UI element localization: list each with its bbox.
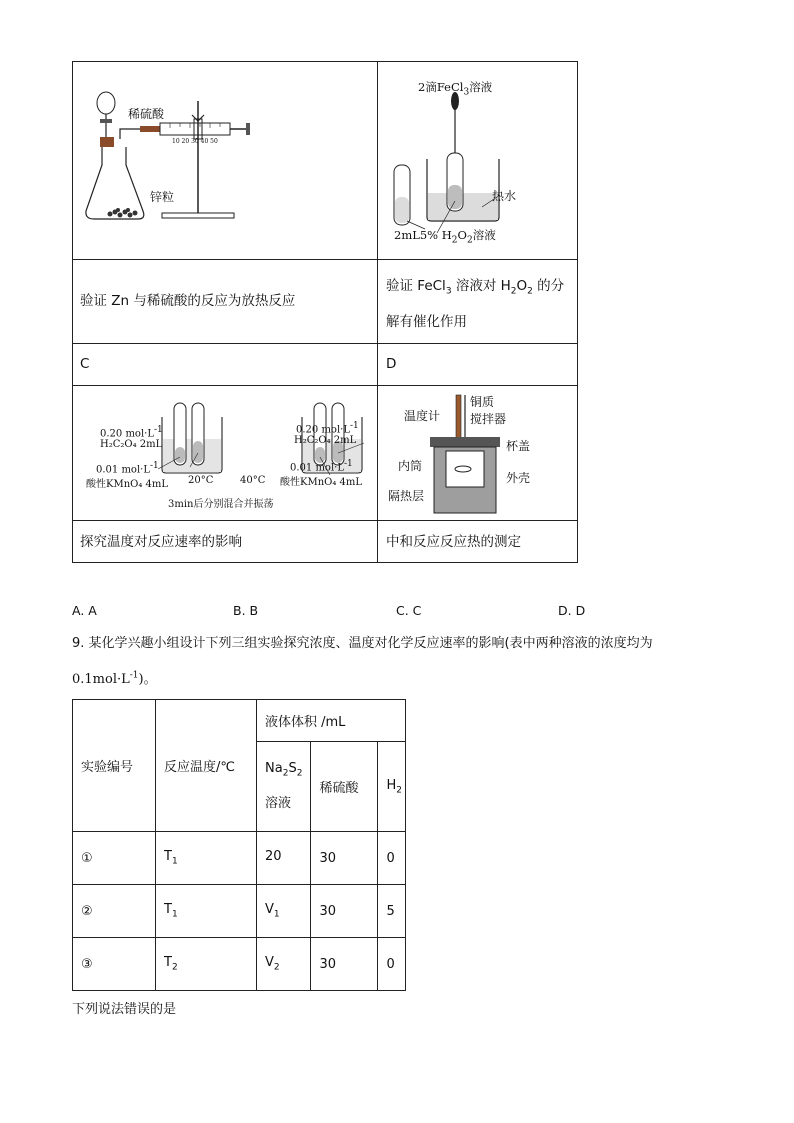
option-a[interactable]: A. A	[72, 603, 97, 618]
cell-na: $V_2$	[257, 938, 311, 991]
experiment-grid	[72, 61, 578, 563]
d-insulation: 隔热层	[388, 489, 425, 503]
cell-acid: 30	[311, 938, 378, 991]
c-left-h2c2o4: H₂C₂O₄ 2mL	[100, 439, 163, 450]
option-b[interactable]: B. B	[233, 603, 259, 618]
cell-na: 20	[257, 832, 311, 885]
header-exp-id: 实验编号	[73, 700, 156, 832]
header-na2s2o3: $Na_2S_2$ 溶液	[257, 742, 311, 832]
cell-temp: $T_1$	[156, 832, 257, 885]
caption-c: 探究温度对反应速率的影响	[80, 534, 242, 550]
label-c: C	[80, 356, 90, 372]
figure-a-hydrogen-apparatus	[80, 81, 280, 246]
cell-acid: 30	[311, 832, 378, 885]
zinc-label: 锌粒	[150, 190, 175, 204]
question-9-conc: $0.1mol\cdot L^{-1}$)。	[72, 670, 157, 687]
c-right-conc2: 0.01 $mol\cdot L^{-1}$	[290, 459, 353, 474]
cell-water: 0	[378, 832, 406, 885]
cell-acid: 30	[311, 885, 378, 938]
table-row	[73, 938, 406, 991]
c-right-kmno4: 酸性KMnO₄ 4mL	[280, 477, 363, 488]
table-row	[73, 832, 406, 885]
d-stirrer-1: 铜质	[470, 395, 495, 409]
d-thermometer: 温度计	[404, 409, 441, 423]
header-temp: 反应温度/℃	[156, 700, 257, 832]
c-right-temp: 40°C	[240, 475, 266, 486]
fecl3-drops-label: 2滴FeCl$_3$溶液	[418, 80, 493, 98]
option-c[interactable]: C. C	[396, 603, 422, 618]
cell-water: 5	[378, 885, 406, 938]
cell-id: ①	[73, 832, 156, 885]
syringe-ticks: 10 20 30 40 50	[172, 138, 218, 145]
experiment-table	[72, 699, 406, 991]
hot-water-label: 热水	[492, 189, 517, 203]
d-outer: 外壳	[506, 471, 531, 485]
c-note: 3min后分别混合并振荡	[168, 499, 274, 510]
header-h2o: $H_2$	[378, 742, 406, 832]
c-right-conc1: 0.20 $mol\cdot L^{-1}$	[296, 421, 359, 436]
caption-d: 中和反应反应热的测定	[386, 534, 521, 550]
cell-id: ③	[73, 938, 156, 991]
c-left-kmno4: 酸性KMnO₄ 4mL	[86, 479, 169, 490]
caption-b: 验证 FeCl$_3$ 溶液对 $H_2O_2$ 的分	[386, 278, 565, 297]
c-left-conc1: 0.20 $mol\cdot L^{-1}$	[100, 425, 163, 440]
d-inner: 内筒	[398, 459, 423, 473]
caption-a: 验证 Zn 与稀硫酸的反应为放热反应	[80, 293, 296, 309]
option-d[interactable]: D. D	[558, 603, 586, 618]
d-lid: 杯盖	[506, 439, 531, 453]
c-right-h2c2o4: H₂C₂O₄ 2mL	[294, 435, 357, 446]
cell-id: ②	[73, 885, 156, 938]
figure-b-catalysis-setup	[387, 89, 567, 249]
cell-water: 0	[378, 938, 406, 991]
acid-label: 稀硫酸	[128, 107, 165, 121]
header-volume: 液体体积 /mL	[257, 700, 406, 742]
c-left-conc2: 0.01 $mol\cdot L^{-1}$	[96, 461, 159, 476]
header-acid: 稀硫酸	[311, 742, 378, 832]
label-d: D	[386, 356, 397, 372]
cell-temp: $T_1$	[156, 885, 257, 938]
table-row	[73, 885, 406, 938]
h2o2-tube-label: 2mL5% $H_2O_2$溶液	[394, 228, 496, 246]
c-left-temp: 20°C	[188, 475, 214, 486]
cell-temp: $T_2$	[156, 938, 257, 991]
cell-na: $V_1$	[257, 885, 311, 938]
caption-b-line2: 解有催化作用	[386, 314, 467, 330]
question-prompt: 下列说法错误的是	[72, 1002, 177, 1017]
question-9-text: 9. 某化学兴趣小组设计下列三组实验探究浓度、温度对化学反应速率的影响(表中两种溶液的浓度均为	[72, 636, 653, 651]
d-stirrer-2: 搅拌器	[470, 412, 507, 426]
